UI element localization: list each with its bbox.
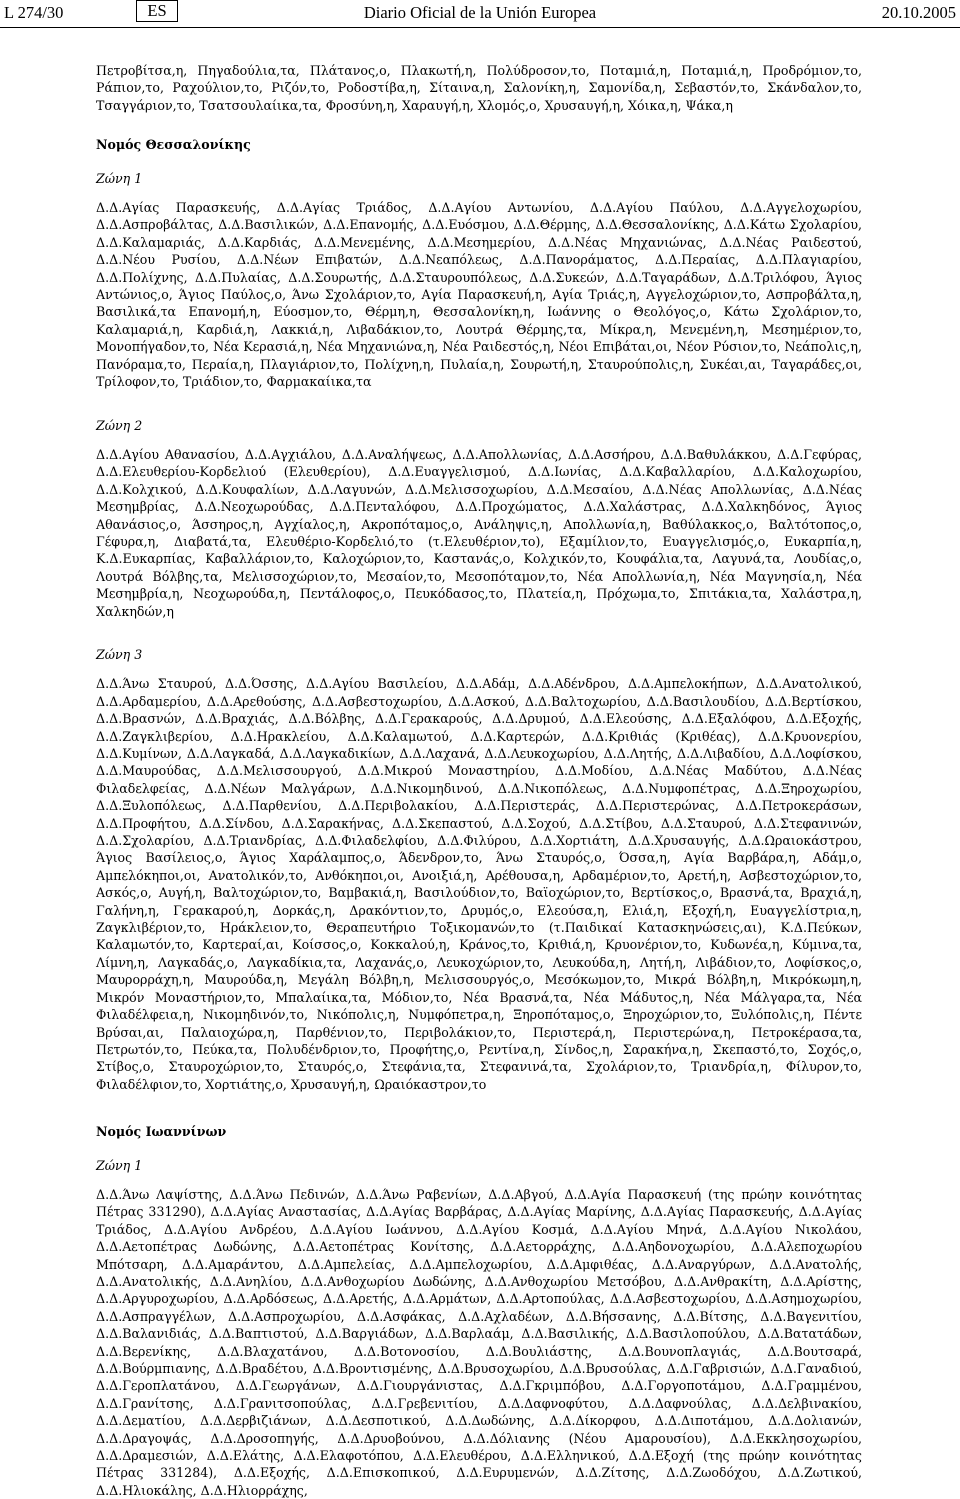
intro-paragraph: Πετροβίτσα,η, Πηγαδούλια,τα, Πλάτανος,ο, Πλακωτή,η, Πολύδροσον,το, Ποταμιά,η, Ποταμιά,η, Προδρόμιον,το, Ράπιον,το, Ραχούλιον,το, Ριζόν,το, Ροδοστίβα,η, Σίταινα,η, Σαλονίκη,η, Σαμονίδα,η, Σεβαστόν,το, Σκάνδαλον,το, Τσαγγάριον,το, Τσατσουλαίικα,τα, Φροσύνη,η, Χαραυγή,η, Χλομός,ο, Χρυσαυγή,η, Χόικα,η, Ψάκα,η [96,63,862,113]
page-header [0,0,960,26]
section-heading-thessaloniki: Νομός Θεσσαλονίκης [96,137,251,153]
journal-title: Diario Oficial de la Unión Europea [363,3,597,22]
zone-label: Ζώνη 1 [96,170,143,186]
zone-paragraph: Δ.Δ.Άνω Λαψίστης, Δ.Δ.Άνω Πεδινών, Δ.Δ.Άνω Ραβενίων, Δ.Δ.Αβγού, Δ.Δ.Αγία Παρασκευή (της πρώην κοινότητας Πέτρας 331290), Δ.Δ.Αγίας Αναστασίας, Δ.Δ.Αγίας Βαρβάρας, Δ.Δ.Αγίας Μαρίνης, Δ.Δ.Αγίας Παρασκευής, Δ.Δ.Αγίας Τριάδος, Δ.Δ.Αγίου Ανδρέου, Δ.Δ.Αγίου Ιωάννου, Δ.Δ.Αγίου Κοσμά, Δ.Δ.Αγίου Μηνά, Δ.Δ.Αγίου Νικολάου, Δ.Δ.Αετοπέτρας Δωδώνης, Δ.Δ.Αετοπέτρας Κονίτσης, Δ.Δ.Αετορράχης, Δ.Δ.Αηδονοχωρίου, Δ.Δ.Αλεποχωρίου Μπότσαρη, Δ.Δ.Αμαράντου, Δ.Δ.Αμπελείας, Δ.Δ.Αμπελοχωρίου, Δ.Δ.Αμφιθέας, Δ.Δ.Αναργύρων, Δ.Δ.Ανατολής, Δ.Δ.Ανατολικής, Δ.Δ.Ανηλίου, Δ.Δ.Ανθοχωρίου Δωδώνης, Δ.Δ.Ανθοχωρίου Μετσόβου, Δ.Δ.Ανθρακίτη, Δ.Δ.Αρίστης, Δ.Δ.Αργυροχωρίου, Δ.Δ.Αρδόσεως, Δ.Δ.Αρετής, Δ.Δ.Αρμάτων, Δ.Δ.Αρτοπούλας, Δ.Δ.Ασβεστοχωρίου, Δ.Δ.Ασημοχωρίου, Δ.Δ.Ασπραγγέλων, Δ.Δ.Ασπροχωρίου, Δ.Δ.Ασφάκας, Δ.Δ.Αχλαδέων, Δ.Δ.Βήσσανης, Δ.Δ.Βίτσης, Δ.Δ.Βαγενιτίου, Δ.Δ.Βαλανιδιάς, Δ.Δ.Βαπτιστού, Δ.Δ.Βαργιάδων, Δ.Δ.Βαρλαάμ, Δ.Δ.Βασιλικής, Δ.Δ.Βασιλοπούλου, Δ.Δ.Βατατάδων, Δ.Δ.Βερενίκης, Δ.Δ.Βλαχατάνου, Δ.Δ.Βοτονοσίου, Δ.Δ.Βουλιάστης, Δ.Δ.Βουνοπλαγιάς, Δ.Δ.Βουτσαρά, Δ.Δ.Βούρμπιανης, Δ.Δ.Βραδέτου, Δ.Δ.Βροντισμένης, Δ.Δ.Βρυσοχωρίου, Δ.Δ.Βρυσούλας, Δ.Δ.Γαβρισιών, Δ.Δ.Γαναδιού, Δ.Δ.Γεροπλατάνου, Δ.Δ.Γεωργάνων, Δ.Δ.Γιουργάνιστας, Δ.Δ.Γκριμπόβου, Δ.Δ.Γοργοποτάμου, Δ.Δ.Γραμμένου, Δ.Δ.Γρανίτσης, Δ.Δ.Γρανιτσοπούλας, Δ.Δ.Γρεβενιτίου, Δ.Δ.Δαφνοφύτου, Δ.Δ.Δαφνούλας, Δ.Δ.Δελβινακίου, Δ.Δ.Δεματίου, Δ.Δ.Δερβιζιάνων, Δ.Δ.Δεσποτικού, Δ.Δ.Δωδώνης, Δ.Δ.Δίκορφου, Δ.Δ.Διποτάμου, Δ.Δ.Δολιανών, Δ.Δ.Δραγοψάς, Δ.Δ.Δροσοπηγής, Δ.Δ.Δρυοβούνου, Δ.Δ.Δόλιανης (Νέου Αμαρουσίου), Δ.Δ.Εκκλησοχωρίου, Δ.Δ.Δραμεσιών, Δ.Δ.Ελάτης, Δ.Δ.Ελαφοτόπου, Δ.Δ.Ελευθέρου, Δ.Δ.Ελληνικού, Δ.Δ.Εξοχή (της πρώην κοινότητας Πέτρας 331284), Δ.Δ.Εξοχής, Δ.Δ.Επισκοπικού, Δ.Δ.Ευρυμενών, Δ.Δ.Ζίτσης, Δ.Δ.Ζωοδόχου, Δ.Δ.Ζωτικού, Δ.Δ.Ηλιοκάλης, Δ.Δ.Ηλιορράχης, [96,1186,862,1498]
zone-label: Ζώνη 1 [96,1157,143,1173]
zone-paragraph: Δ.Δ.Αγίου Αθανασίου, Δ.Δ.Αγχιάλου, Δ.Δ.Αναλήψεως, Δ.Δ.Απολλωνίας, Δ.Δ.Ασσήρου, Δ.Δ.Βαθυλάκκου, Δ.Δ.Γεφύρας, Δ.Δ.Ελευθερίου-Κορδελιού (Ελευθερίου), Δ.Δ.Ευαγγελισμού, Δ.Δ.Ιωνίας, Δ.Δ.Καβαλλαρίου, Δ.Δ.Καλοχωρίου, Δ.Δ.Κολχικού, Δ.Δ.Κουφαλίων, Δ.Δ.Λαγυνών, Δ.Δ.Μελισσοχωρίου, Δ.Δ.Μεσαίου, Δ.Δ.Νέας Απολλωνίας, Δ.Δ.Νέας Μεσημβρίας, Δ.Δ.Νεοχωρούδας, Δ.Δ.Πενταλόφου, Δ.Δ.Προχώματος, Δ.Δ.Χαλάστρας, Δ.Δ.Χαλκηδόνος, Άγιος Αθανάσιος,ο, Άσσηρος,η, Αγχίαλος,η, Ακροπόταμος,ο, Ανάληψις,η, Απολλωνία,η, Βαθύλακκος,ο, Βαλτότοπος,ο, Γέφυρα,η, Διαβατά,τα, Ελευθέριο-Κορδελιό,το (τ.Ελευθέριον,το), Εξαμίλιον,το, Ευαγγελισμός,ο, Ευκαρπία,η, Κ.Δ.Ευκαρπίας, Καβαλλάριον,το, Καλοχώριον,το, Καστανάς,ο, Κολχικόν,το, Κουφάλια,τα, Λαγυνά,τα, Λουδίας,ο, Λουτρά Βόλβης,τα, Μελισσοχώριον,το, Μεσαίον,το, Μεσοπόταμον,το, Νέα Απολλωνία,η, Νέα Μαγνησία,η, Νέα Μεσημβρία,η, Νεοχωρούδα,η, Πεντάλοφος,ο, Πευκόδασος,το, Πλατεία,η, Πρόχωμα,το, Σπιτάκια,τα, Χαλάστρα,η, Χαλκηδών,η [96,446,862,619]
publication-date: 20.10.2005 [881,3,956,22]
zone-paragraph: Δ.Δ.Άνω Σταυρού, Δ.Δ.Όσσης, Δ.Δ.Αγίου Βασιλείου, Δ.Δ.Αδάμ, Δ.Δ.Αδένδρου, Δ.Δ.Αμπελοκήπων, Δ.Δ.Ανατολικού, Δ.Δ.Αρδαμερίου, Δ.Δ.Αρεθούσης, Δ.Δ.Ασβεστοχωρίου, Δ.Δ.Ασκού, Δ.Δ.Βαλτοχωρίου, Δ.Δ.Βασιλουδίου, Δ.Δ.Βερτίσκου, Δ.Δ.Βρασνών, Δ.Δ.Βραχιάς, Δ.Δ.Βόλβης, Δ.Δ.Γερακαρούς, Δ.Δ.Δρυμού, Δ.Δ.Ελεούσης, Δ.Δ.Εξαλόφου, Δ.Δ.Εξοχής, Δ.Δ.Ζαγκλιβερίου, Δ.Δ.Ηρακλείου, Δ.Δ.Καλαμωτού, Δ.Δ.Καρτερών, Δ.Δ.Κριθιάς (Κριθέας), Δ.Δ.Κρυονερίου, Δ.Δ.Κυμίνων, Δ.Δ.Λαγκαδά, Δ.Δ.Λαγκαδικίων, Δ.Δ.Λαχανά, Δ.Δ.Λευκοχωρίου, Δ.Δ.Λητής, Δ.Δ.Λιβαδίου, Δ.Δ.Λοφίσκου, Δ.Δ.Μαυρούδας, Δ.Δ.Μελισσουργού, Δ.Δ.Μικρού Μοναστηρίου, Δ.Δ.Μοδίου, Δ.Δ.Νέας Μαδύτου, Δ.Δ.Νέας Φιλαδελφείας, Δ.Δ.Νέων Μαλγάρων, Δ.Δ.Νικομηδινού, Δ.Δ.Νικοπόλεως, Δ.Δ.Νυμφοπέτρας, Δ.Δ.Ξηροχωρίου, Δ.Δ.Ξυλοπόλεως, Δ.Δ.Παρθενίου, Δ.Δ.Περιβολακίου, Δ.Δ.Περιστεράς, Δ.Δ.Περιστερώνας, Δ.Δ.Πετροκεράσων, Δ.Δ.Προφήτου, Δ.Δ.Σίνδου, Δ.Δ.Σαρακήνας, Δ.Δ.Σκεπαστού, Δ.Δ.Σοχού, Δ.Δ.Στίβου, Δ.Δ.Σταυρού, Δ.Δ.Στεφανινών, Δ.Δ.Σχολαρίου, Δ.Δ.Τριανδρίας, Δ.Δ.Φιλαδελφίου, Δ.Δ.Φιλύρου, Δ.Δ.Χορτιάτη, Δ.Δ.Χρυσαυγής, Δ.Δ.Ωραιοκάστρου, Άγιος Βασίλειος,ο, Άγιος Χαράλαμπος,ο, Άδενδρον,το, Άνω Σταυρός,ο, Όσσα,η, Αγία Βαρβάρα,η, Αδάμ,ο, Αμπελόκηποι,οι, Ανατολικόν,το, Ανθόκηποι,οι, Ανοιξιά,η, Αρέθουσα,η, Αρδαμέριον,το, Αρετή,η, Ασβεστοχώριον,το, Ασκός,ο, Αυγή,η, Βαλτοχώριον,το, Βαμβακιά,η, Βασιλούδιον,το, Βαϊοχώριον,το, Βερτίσκος,ο, Βρασνά,τα, Βραχιά,η, Γαλήνη,η, Γερακαρού,η, Δορκάς,η, Δρακόντιον,το, Δρυμός,ο, Ελεούσα,η, Ελιά,η, Εξοχή,η, Ευαγγελίστρια,η, Ζαγκλιβέριον,το, Ηράκλειον,το, Θεραπευτήριο Τοξικομανών,το (τ.Παιδικαί Κατασκηνώσεις,αι), Κ.Δ.Πεύκων, Καλαμωτόν,το, Καρτεραί,αι, Κοίσσος,ο, Κοκκαλού,η, Κράνος,το, Κριθιά,η, Κρυονέριον,το, Κυδωνέα,η, Κύμινα,τα, Λίμνη,η, Λαγκαδάς,ο, Λαγκαδίκια,τα, Λαχανάς,ο, Λευκοχώριον,το, Λευκούδα,η, Λητή,η, Λιβάδιον,το, Λοφίσκος,ο, Μαυρορράχη,η, Μαυρούδα,η, Μεγάλη Βόλβη,η, Μελισσουργός,ο, Μεσόκωμον,το, Μικρά Βόλβη,η, Μικρόκωμη,η, Μικρόν Μοναστήριον,το, Μπαλαίικα,τα, Μόδιον,το, Νέα Βρασνά,τα, Νέα Μάδυτος,η, Νέα Μάλγαρα,τα, Νέα Φιλαδέλφεια,η, Νικομηδινόν,το, Νικόπολις,η, Νυμφόπετρα,η, Ξηροπόταμος,ο, Ξηροχώριον,το, Ξυλόπολις,η, Πέντε Βρύσαι,αι, Παλαιοχώρα,η, Παρθένιον,το, Περιβολάκιον,το, Περιστερά,η, Περιστερώνα,η, Πετροκέρασα,τα, Πετρωτόν,το, Πεύκα,τα, Πολυδένδριον,το, Προφήτης,ο, Ρεντίνα,η, Σίνδος,η, Σαρακήνα,η, Σκεπαστό,το, Σοχός,ο, Στίβος,ο, Σταυροχώριον,το, Σταυρός,ο, Στεφάνια,τα, Στεφανινά,τα, Σχολάριον,το, Τριανδρία,η, Φίλυρον,το, Φιλαδέλφιον,το, Χορτιάτης,ο, Χρυσαυγή,η, Ωραιόκαστρον,το [96,676,862,1092]
page-number: L 274/30 [4,3,64,22]
header-rule [0,27,960,28]
section-heading-ioannina: Νομός Ιωαννίνων [96,1124,227,1140]
zone-paragraph: Δ.Δ.Αγίας Παρασκευής, Δ.Δ.Αγίας Τριάδος, Δ.Δ.Αγίου Αντωνίου, Δ.Δ.Αγίου Παύλου, Δ.Δ.Αγγελοχωρίου, Δ.Δ.Ασπροβάλτας, Δ.Δ.Βασιλικών, Δ.Δ.Επανομής, Δ.Δ.Ευόσμου, Δ.Δ.Θέρμης, Δ.Δ.Θεσσαλονίκης, Δ.Δ.Κάτω Σχολαρίου, Δ.Δ.Καλαμαριάς, Δ.Δ.Καρδιάς, Δ.Δ.Μενεμένης, Δ.Δ.Μεσημερίου, Δ.Δ.Νέας Μηχανιώνας, Δ.Δ.Νέας Ραιδεστού, Δ.Δ.Νέου Ρυσίου, Δ.Δ.Νέων Επιβατών, Δ.Δ.Νεαπόλεως, Δ.Δ.Πανοράματος, Δ.Δ.Περαίας, Δ.Δ.Πλαγιαρίου, Δ.Δ.Πολίχνης, Δ.Δ.Πυλαίας, Δ.Δ.Σουρωτής, Δ.Δ.Σταυρουπόλεως, Δ.Δ.Συκεών, Δ.Δ.Ταγαράδων, Δ.Δ.Τριλόφου, Άγιος Αντώνιος,ο, Άγιος Παύλος,ο, Άνω Σχολάριον,το, Αγία Παρασκευή,η, Αγία Τριάς,η, Αγγελοχώριον,το, Ασπροβάλτα,η, Βασιλικά,τα Επανομή,η, Εύοσμον,το, Θέρμη,η, Θεσσαλονίκη,η, Ιωάννης ο Θεολόγος,ο, Κάτω Σχολάριον,το, Καλαμαριά,η, Καρδιά,η, Λακκιά,η, Λιβαδάκιον,το, Λουτρά Θέρμης,τα, Μίκρα,η, Μενεμένη,η, Μεσημέριον,το, Μονοπήγαδον,το, Νέα Κερασιά,η, Νέα Μηχανιώνα,η, Νέα Ραιδεστός,η, Νέοι Επιβάται,οι, Νέον Ρύσιον,το, Νεάπολις,η, Πανόραμα,το, Περαία,η, Πλαγιάριον,το, Πολίχνη,η, Πυλαία,η, Σουρωτή,η, Σταυρούπολις,η, Συκέαι,αι, Ταγαράδες,οι, Τρίλοφον,το, Τριάδιον,το, Φαρμακαίικα,τα [96,200,862,390]
language-box: ES [136,0,178,22]
zone-label: Ζώνη 3 [96,646,143,662]
zone-label: Ζώνη 2 [96,417,143,433]
document-body [96,62,862,1499]
